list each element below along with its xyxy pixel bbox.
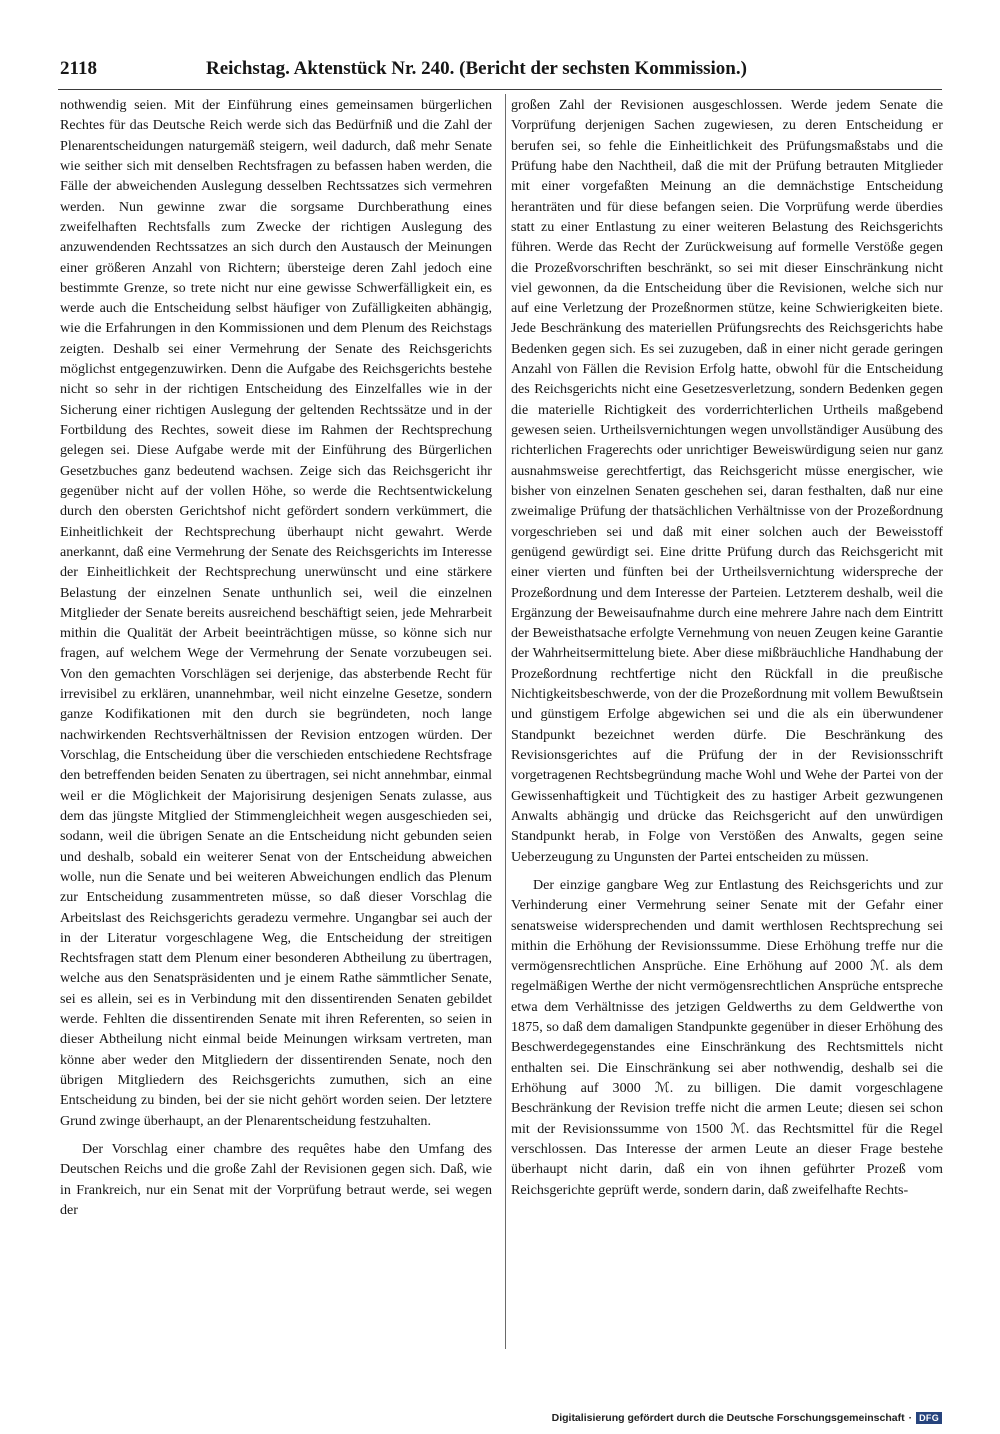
dfg-logo-icon: DFG — [916, 1412, 942, 1424]
left-paragraph-2: Der Vorschlag einer chambre des requêtes habe den Umfang des Deutschen Reichs und die große Zahl der Revisionen gegen sich. Daß, wie in Frankreich, nur ein Senat mit der Vorprüfung betraut werde, sei wegen der — [60, 1140, 492, 1218]
running-head: Reichstag. Aktenstück Nr. 240. (Bericht der sechsten Kommission.) — [206, 58, 747, 79]
right-paragraph-2: Der einzige gangbare Weg zur Entlastung des Reichsgerichts und zur Verhinderung einer Vermehrung seiner Senate mit der Gefahr einer senatsweise widersprechenden und damit werthlosen Rechtsprechung sei mithin die Erhöhung der Revisionssumme. Diese Erhöhung treffe nur die vermögensrechtlichen Ansprüche. Eine Erhöhung auf 2000 ℳ. als dem regelmäßigen Werthe der nicht vermögensrechtlichen Ansprüche entspreche etwa dem Verhältnisse des jetzigen Geldwerths zu dem Geldwerthe von 1875, so daß dem damaligen Standpunkte gegenüber in dieser Erhöhung des Beschwerdegegenstandes eine Einschränkung des Rechtsmittels nicht enthalten sei. Die Einschränkung sei aber nothwendig, deshalb sei die Erhöhung auf 3000 ℳ. zu billigen. Die damit vorgeschlagene Beschränkung der Revision treffe nicht die armen Leute; diesen sei schon mit der Revisionssumme von 1500 ℳ. das Rechtsmittel für die Regel verschlossen. Das Interesse der armen Leute an dieser Frage bestehe überhaupt nicht darin, daß ein von ihnen geführter Prozeß vom Reichsgerichte geprüft werde, sondern darin, daß zweifelhafte Rechts- — [511, 876, 943, 1198]
left-paragraph-1: nothwendig seien. Mit der Einführung eines gemeinsamen bürgerlichen Rechtes für das Deutsche Reich werde sich das Bedürfniß und die Zahl der Plenarentscheidungen naturgemäß steigern, weil dadurch, daß mehr Senate wie seither sich mit denselben Rechtsfragen zu befassen haben werden, die Fälle der abweichenden Auslegung desselben Rechtssatzes sich vermehren werden. Nun gewinne zwar die sorgsame Durchberathung eines zweifelhaften Rechtsfalls zum Zwecke der richtigen Auslegung des anzuwendenden Rechtssatzes an sich durch den Austausch der Meinungen einer größeren Anzahl von Richtern; übersteige deren Zahl jedoch eine bestimmte Grenze, so trete nicht nur eine gewisse Schwerfälligkeit ein, es werde auch die Entscheidung selbst häufiger von Zufälligkeiten abhängig, wie die Erfahrungen in den Kommissionen und dem Plenum des Reichstags zeigten. Deshalb sei einer Vermehrung der Senate des Reichsgerichts möglichst entgegenzuwirken. Denn die Aufgabe des Reichsgerichts bestehe nicht so sehr in der richtigen Entscheidung des Einzelfalles wie in der Sicherung einer richtigen Auslegung der geltenden Rechtssätze und in der Fortbildung des Rechtes, soweit diese im Rahmen der Rechtsprechung gelegen sei. Diese Aufgabe werde mit der Einführung des Bürgerlichen Gesetzbuches ganz bedeutend wachsen. Zeige sich das Reichsgericht ihr gegenüber nicht auf der vollen Höhe, so werde die Rechtsentwickelung durch den obersten Gerichtshof nicht gefördert sondern verkümmert, die Einheitlichkeit der Rechtsprechung überhaupt nicht gewahrt. Werde anerkannt, daß eine Vermehrung der Senate des Reichsgerichts im Interesse der Einheitlichkeit der Rechtsprechung unerwünscht und eine stärkere Belastung der einzelnen Senate unthunlich sei, weil die einzelnen Mitglieder der Senate bereits ausreichend beschäftigt seien, jede Mehrarbeit mithin die Qualität der Arbeit beeinträchtigen müsse, so könne sich nur fragen, auf welchem Wege der Vermehrung der Senate vorzubeugen sei. Von den gemachten Vorschlägen sei derjenige, das absterbende Recht für irrevisibel zu erklären, unannehmbar, weil nicht einzelne Gesetze, sondern ganze Kodifikationen mit den durch sie begründeten, noch lange nachwirkenden Rechtsverhältnissen der Revision entzogen würden. Der Vorschlag, die Entscheidung über die verschieden entschiedene Rechtsfrage den betreffenden beiden Senaten zu übertragen, sei nicht annehmbar, einmal weil er die Möglichkeit der Majorisirung desjenigen Senats zulasse, aus dem das jüngste Mitglied der Stimmengleichheit wegen ausgeschieden sei, sodann, weil die übrigen Senate an die Entscheidung nicht gebunden seien und deshalb, sobald ein weiterer Senat von der Entscheidung abweichen wolle, nun die Senate und bei weiteren Abweichungen endlich das Plenum zur Entscheidung zusammentreten müsse, so daß dieser Vorschlag die Arbeitslast des Reichsgerichts geradezu vermehre. Ungangbar sei auch der in der Literatur vorgeschlagene Weg, die Entscheidung der streitigen Rechtsfragen statt dem Plenum einer besonderen Abtheilung zu übertragen, welche aus den Senatspräsidenten und je einem Rathe sämmtlicher Senate, sei es allein, sei es in Verbindung mit den dissentirenden Senaten gebildet werde. Fehlten die dissentirenden Senate mit ihren Referenten, so seien in dieser Abtheilung nicht einmal beide Meinungen wirksam vertreten, man könne aber weder den Mitgliedern der dissentirenden Senate, noch den übrigen Mitgliedern des Reichsgerichts zumuthen, sich an eine Entscheidung zu binden, bei der sie nicht gehört worden seien. Der letztere Grund zwinge überhaupt, an der Plenarentscheidung festzuhalten. — [60, 97, 492, 1129]
left-column — [60, 95, 492, 1220]
header-rule — [58, 89, 942, 90]
right-paragraph-1: großen Zahl der Revisionen ausgeschlossen. Werde jedem Senate die Vorprüfung derjenigen Sachen zugewiesen, zu deren Entscheidung er berufen sei, so fehle die Einheitlichkeit des Prüfungsmaßstabs und die Prüfung habe den Nachtheil, daß die mit der Prüfung betrauten Mitglieder mit einer vorgefaßten Meinung an die demnächstige Entscheidung heranträten und für diese befangen seien. Die Vorprüfung werde überdies statt zu einer Entlastung zu einer weiteren Belastung des Reichsgerichts führen. Werde das Recht der Zurückweisung auf formelle Verstöße gegen die Prozeßvorschriften beschränkt, so sei mit dieser Einschränkung nicht viel gewonnen, da die Entscheidung über die Revisionen, welche sich nur auf eine Verletzung der Prozeßnormen stütze, keine Schwierigkeiten biete. Jede Beschränkung des materiellen Prüfungsrechts des Reichsgerichts habe Bedenken gegen sich. Es sei zuzugeben, daß in einer nicht gerade geringen Anzahl von Fällen die Revision Erfolg hatte, obwohl für die Entscheidung des Reichsgerichts nicht eine Gesetzesverletzung, sondern Bedenken gegen die materielle Richtigkeit des vorderrichterlichen Urtheils maßgebend gewesen seien. Urtheilsvernichtungen wegen unvollständiger Ausübung des richterlichen Fragerechts oder unrichtiger Beweiswürdigung seien nur ganz ausnahmsweise gerechtfertigt, das Reichsgericht müsse energischer, wie bisher von einzelnen Senaten geschehen sei, daran festhalten, daß nur eine zweimalige Prüfung der thatsächlichen Verhältnisse von der Prozeßordnung vorgeschrieben sei und daß mit einer solchen auch der Beweisstoff genügend gewürdigt sei. Eine dritte Prüfung durch das Reichsgericht mit einer vierten und fünften bei der Urtheilsvernichtung widerspreche der Prozeßordnung und dem Interesse der Parteien. Letzterem deshalb, weil die Ergänzung der Beweisaufnahme durch eine mehrere Jahre nach dem Eintritt der Beweisthatsache erfolgte Vernehmung von neuen Zeugen keine Garantie der Wahrheitsermittelung biete. Aber diese mißbräuchliche Handhabung der Prozeßordnung rechtfertige nicht den Rückfall in die preußische Nichtigkeitsbeschwerde, von der die Prozeßordnung mit vollem Bewußtsein und günstigem Erfolge abgewichen sei und die als ein überwundener Standpunkt bezeichnet werden dürfe. Die Beschränkung des Revisionsgerichtes auf die Prüfung der in der Revisionsschrift vorgetragenen Rechtsbegründung mache Wohl und Wehe der Partei von der Gewissenhaftigkeit und Tüchtigkeit des zu hastiger Arbeit gezwungenen Anwalts abhängig und drücke das Reichsgericht auf den unwürdigen Standpunkt herab, in Folge von Verstößen des Anwalts, gegen seine Ueberzeugung zu Ungunsten der Partei entscheiden zu müssen. — [511, 97, 943, 865]
page-number: 2118 — [60, 58, 97, 79]
page-footer: Digitalisierung gefördert durch die Deutsche Forschungsgemeinschaft · DFG — [552, 1410, 942, 1426]
footer-credit: Digitalisierung gefördert durch die Deutsche Forschungsgemeinschaft — [551, 1412, 905, 1424]
column-divider — [505, 94, 506, 1349]
right-column — [511, 95, 943, 1200]
page-header — [60, 58, 940, 86]
